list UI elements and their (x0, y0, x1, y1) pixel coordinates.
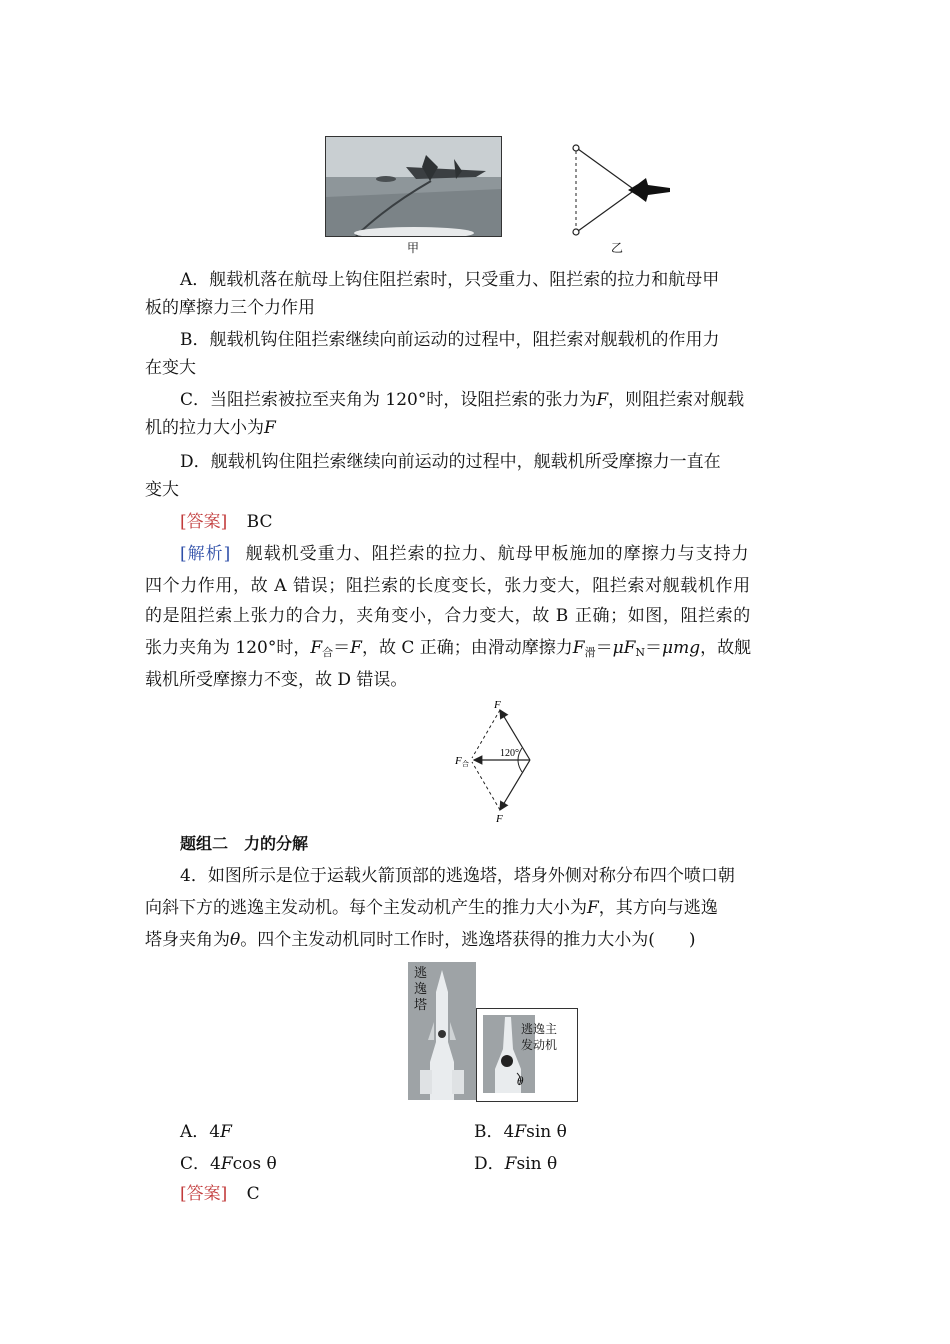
analysis-q3-line5: 载机所受摩擦力不变，故 D 错误。 (145, 670, 408, 690)
q4-line1: 4．如图所示是位于运载火箭顶部的逃逸塔，塔身外侧对称分布四个喷口朝 (180, 866, 735, 886)
q4-option-c (180, 1152, 440, 1176)
parallelogram-dashed-lower (472, 762, 500, 810)
label-angle: 120° (500, 748, 519, 759)
analysis-q3-line4 (145, 636, 805, 665)
q4-option-d-var: F (504, 1154, 517, 1174)
analysis-q3-eq2: ＝ (595, 638, 613, 658)
q4-l3b: 。四个主发动机同时工作时，逃逸塔获得的推力大小为( ) (240, 930, 696, 950)
cable-anchor-bottom (573, 229, 579, 235)
q4-option-d-key: D． (474, 1154, 505, 1174)
engine-label-2: 发动机 (521, 1038, 558, 1052)
answer-q4-value: C (246, 1184, 260, 1204)
answer-q3-label: [答案] (180, 512, 228, 532)
option-c-line2 (145, 416, 805, 440)
analysis-q3-eq1: ＝ (333, 638, 351, 658)
analysis-q3-mu-mg: μmg (662, 638, 701, 658)
q4-option-b (474, 1120, 774, 1144)
option-c-line1 (180, 388, 805, 412)
q4-option-a (180, 1120, 440, 1144)
q4-option-c-key: C．4 (180, 1154, 221, 1174)
fig1-caption-left: 甲 (407, 241, 420, 255)
label-f-bottom: F (496, 813, 503, 825)
q4-option-c-var: F (220, 1154, 233, 1174)
q4-l2a: 向斜下方的逃逸主发动机。每个主发动机产生的推力大小为 (145, 898, 587, 918)
q4-option-b-tail: sin θ (526, 1122, 567, 1142)
carrier-photo-drawing (326, 137, 501, 236)
cable-anchor-top (573, 145, 579, 151)
q4-option-b-key: B．4 (474, 1122, 515, 1142)
analysis-q3-label: [解析] (180, 544, 232, 564)
q4-l3a: 塔身夹角为 (145, 930, 230, 950)
q4-l2b: ，其方向与逃逸 (598, 898, 718, 918)
parallelogram-dashed-upper (472, 710, 500, 758)
analysis-q3-line3: 的是阻拦索上张力的合力，夹角变小，合力变大，故 B 正确；如图，阻拦索的 (145, 606, 751, 626)
q4-var-theta: θ (230, 930, 241, 950)
engine-theta-label: θ (517, 1075, 524, 1088)
option-b-line1: B．舰载机钩住阻拦索继续向前运动的过程中，阻拦索对舰载机的作用力 (180, 330, 720, 350)
escape-tower-photo (408, 962, 476, 1100)
analysis-q3-f: F (350, 638, 362, 658)
arrest-cable-diagram (566, 140, 676, 240)
option-c-line2-text: 机的拉力大小为 (145, 418, 264, 438)
analysis-q3-l4c: ，故 C 正确；由滑动摩擦力 (361, 638, 573, 658)
q4-option-d (474, 1152, 774, 1176)
cable-lower-segment (578, 192, 632, 231)
q4-var-f: F (587, 898, 599, 918)
q4-option-a-key: A．4 (180, 1122, 221, 1142)
force-vector-diagram (450, 698, 550, 826)
option-b-line2: 在变大 (145, 358, 196, 378)
q4-option-c-tail: cos θ (232, 1154, 277, 1174)
option-a-line2: 板的摩擦力三个力作用 (145, 298, 315, 318)
answer-q3-value: BC (246, 512, 273, 532)
analysis-q3-mu-fn: μF (612, 638, 636, 658)
section-title: 题组二 力的分解 (180, 834, 309, 853)
option-a-line1: A．舰载机落在航母上钩住阻拦索时，只受重力、阻拦索的拉力和航母甲 (180, 270, 720, 290)
q4-option-d-tail: sin θ (516, 1154, 558, 1174)
q4-line3 (145, 928, 805, 952)
label-f-resultant: F (455, 755, 462, 767)
analysis-q3-sub-hua: 滑 (584, 646, 596, 659)
analysis-q3-line2: 四个力作用，故 A 错误；阻拦索的长度变长，张力变大，阻拦索对舰载机作用 (145, 576, 751, 596)
analysis-q3-eq3: ＝ (645, 638, 663, 658)
option-d-line1: D．舰载机钩住阻拦索继续向前运动的过程中，舰载机所受摩擦力一直在 (180, 452, 721, 472)
jet-silhouette-icon (628, 178, 670, 202)
q4-option-a-var: F (220, 1122, 232, 1142)
option-c-line2-var: F (264, 418, 276, 438)
option-d-line2: 变大 (145, 480, 179, 500)
analysis-q3-sub-he: 合 (322, 646, 334, 659)
engine-inset (476, 1008, 578, 1102)
cable-upper-segment (578, 149, 632, 188)
engine-label-1: 逃逸主 (521, 1022, 558, 1036)
analysis-q3-text1: 舰载机受重力、阻拦索的拉力、航母甲板施加的摩擦力与支持力 (245, 544, 750, 564)
option-c-tail: ，则阻拦索对舰载 (608, 390, 745, 410)
answer-q4 (180, 1182, 805, 1206)
q4-option-b-var: F (514, 1122, 527, 1142)
analysis-q3-sub-n: N (635, 646, 646, 659)
fig1-caption-right: 乙 (611, 241, 624, 255)
carrier-landing-photo (325, 136, 502, 237)
analysis-q3-l4a: 张力夹角为 120°时， (145, 638, 311, 658)
q4-line2 (145, 896, 805, 920)
analysis-q3-f-friction: F (572, 638, 585, 658)
analysis-q3-l4f: ，故舰 (700, 638, 752, 658)
answer-q4-label: [答案] (180, 1184, 228, 1204)
label-f-top: F (494, 699, 501, 711)
option-c-var: F (596, 390, 609, 410)
force-f-lower-arrow (500, 760, 530, 810)
answer-q3 (180, 510, 805, 534)
option-c-text: C．当阻拦索被拉至夹角为 120°时，设阻拦索的张力为 (180, 390, 597, 410)
analysis-q3-f-resultant: F (310, 638, 323, 658)
label-f-resultant-sub: 合 (462, 760, 469, 768)
analysis-q3-line1 (180, 542, 805, 566)
tower-label: 逃逸塔 (414, 966, 428, 1013)
